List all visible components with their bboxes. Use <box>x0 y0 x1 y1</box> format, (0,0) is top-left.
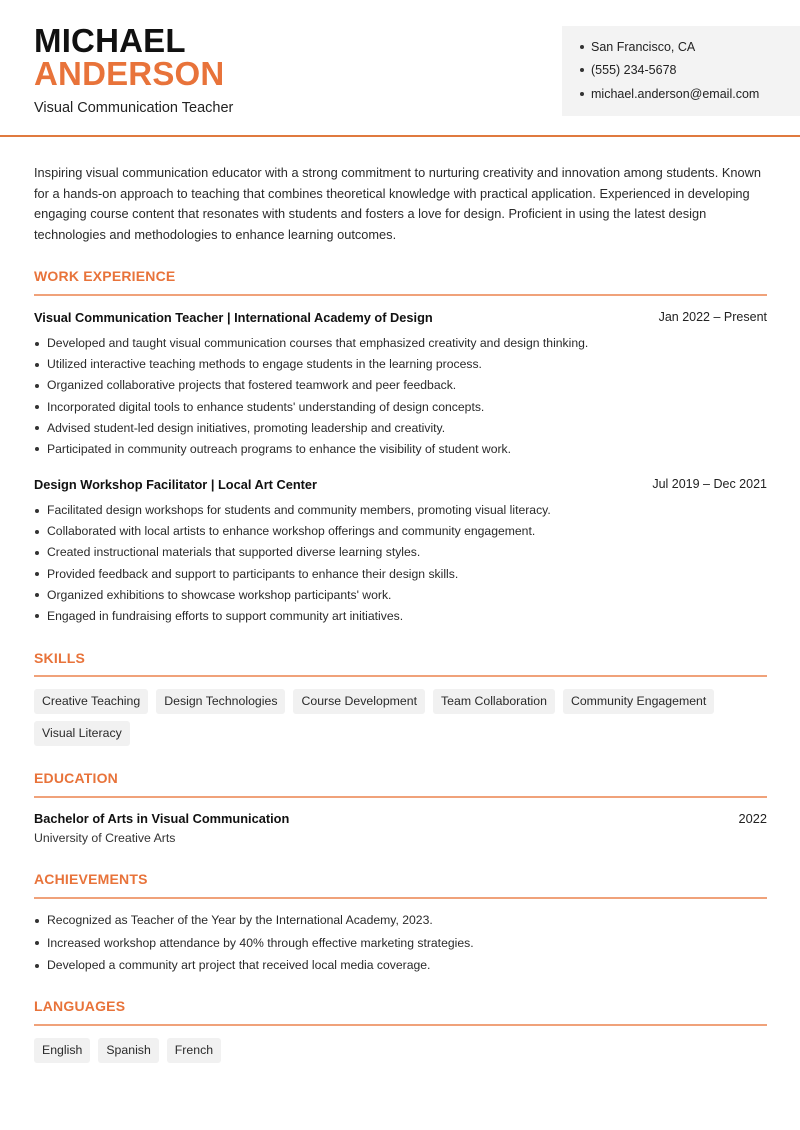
section-title-education: EDUCATION <box>34 770 118 786</box>
list-item: Organized exhibitions to showcase workshop participants' work. <box>34 587 551 608</box>
list-item: Organized collaborative projects that fostered teamwork and peer feedback. <box>34 377 588 398</box>
education-header <box>34 811 767 826</box>
language-tag: Spanish <box>98 1038 158 1063</box>
language-tag: French <box>167 1038 221 1063</box>
job-bullets <box>34 335 588 462</box>
education-school: University of Creative Arts <box>34 831 176 845</box>
section-divider <box>34 675 767 677</box>
job-header <box>34 310 767 325</box>
list-item: Facilitated design workshops for students and community members, promoting visual literacy. <box>34 502 551 523</box>
section-title-work: WORK EXPERIENCE <box>34 268 176 284</box>
list-item: Developed a community art project that received local media coverage. <box>34 957 474 980</box>
section-title-achievements: ACHIEVEMENTS <box>34 871 148 887</box>
first-name: MICHAEL <box>34 22 186 59</box>
job-date: Jan 2022 – Present <box>658 310 767 324</box>
list-item: Recognized as Teacher of the Year by the International Academy, 2023. <box>34 912 474 935</box>
job-header <box>34 477 767 492</box>
achievements-list <box>34 912 474 980</box>
contact-email[interactable] <box>580 87 759 101</box>
list-item: Advised student-led design initiatives, promoting leadership and creativity. <box>34 420 588 441</box>
resume-header <box>0 0 800 137</box>
job-role: Design Workshop Facilitator | Local Art Center <box>34 477 318 492</box>
education-degree: Bachelor of Arts in Visual Communication <box>34 811 290 826</box>
section-divider <box>34 897 767 899</box>
list-item: Utilized interactive teaching methods to engage students in the learning process. <box>34 356 588 377</box>
contact-phone-text[interactable]: (555) 234-5678 <box>591 63 677 77</box>
job-date: Jul 2019 – Dec 2021 <box>652 477 767 491</box>
list-item: Increased workshop attendance by 40% through effective marketing strategies. <box>34 935 474 958</box>
list-item: Provided feedback and support to participants to enhance their design skills. <box>34 566 551 587</box>
contact-phone[interactable] <box>580 63 676 77</box>
list-item: Participated in community outreach programs to enhance the visibility of student work. <box>34 441 588 462</box>
section-divider <box>34 796 767 798</box>
section-divider <box>34 294 767 296</box>
last-name: ANDERSON <box>34 55 225 92</box>
skill-tag: Design Technologies <box>156 689 285 714</box>
job-title: Visual Communication Teacher <box>34 100 234 116</box>
skill-tag: Visual Literacy <box>34 721 130 746</box>
skill-tag: Team Collaboration <box>433 689 555 714</box>
section-divider <box>34 1024 767 1026</box>
section-title-languages: LANGUAGES <box>34 998 126 1014</box>
languages-list <box>34 1038 774 1070</box>
contact-email-text[interactable]: michael.anderson@email.com <box>591 87 760 101</box>
list-item: Collaborated with local artists to enhance workshop offerings and community engagement. <box>34 523 551 544</box>
list-item: Incorporated digital tools to enhance students' understanding of design concepts. <box>34 399 588 420</box>
skills-list <box>34 689 774 753</box>
skill-tag: Course Development <box>293 689 425 714</box>
contact-box <box>562 26 800 116</box>
skill-tag: Creative Teaching <box>34 689 148 714</box>
bullet-icon <box>580 68 584 72</box>
bullet-icon <box>580 92 584 96</box>
skill-tag: Community Engagement <box>563 689 714 714</box>
job-bullets <box>34 502 551 629</box>
list-item: Engaged in fundraising efforts to support community art initiatives. <box>34 608 551 629</box>
contact-location <box>580 40 695 54</box>
list-item: Developed and taught visual communication courses that emphasized creativity and design thinking. <box>34 335 588 356</box>
language-tag: English <box>34 1038 90 1063</box>
list-item: Created instructional materials that supported diverse learning styles. <box>34 544 551 565</box>
section-title-skills: SKILLS <box>34 650 85 666</box>
summary-paragraph: Inspiring visual communication educator with a strong commitment to nurturing creativity and innovation among students. Known for a hands-on approach to teaching that combines theoretical knowledge with practical application. Experienced in developing engaging course content that resonates with students and fosters a love for design. Proficient in using the latest design technologies and methodologies to enhance learning outcomes. <box>34 165 761 243</box>
contact-location-text: San Francisco, CA <box>591 40 696 54</box>
education-year: 2022 <box>738 811 767 826</box>
job-role: Visual Communication Teacher | International Academy of Design <box>34 310 433 325</box>
bullet-icon <box>580 45 584 49</box>
